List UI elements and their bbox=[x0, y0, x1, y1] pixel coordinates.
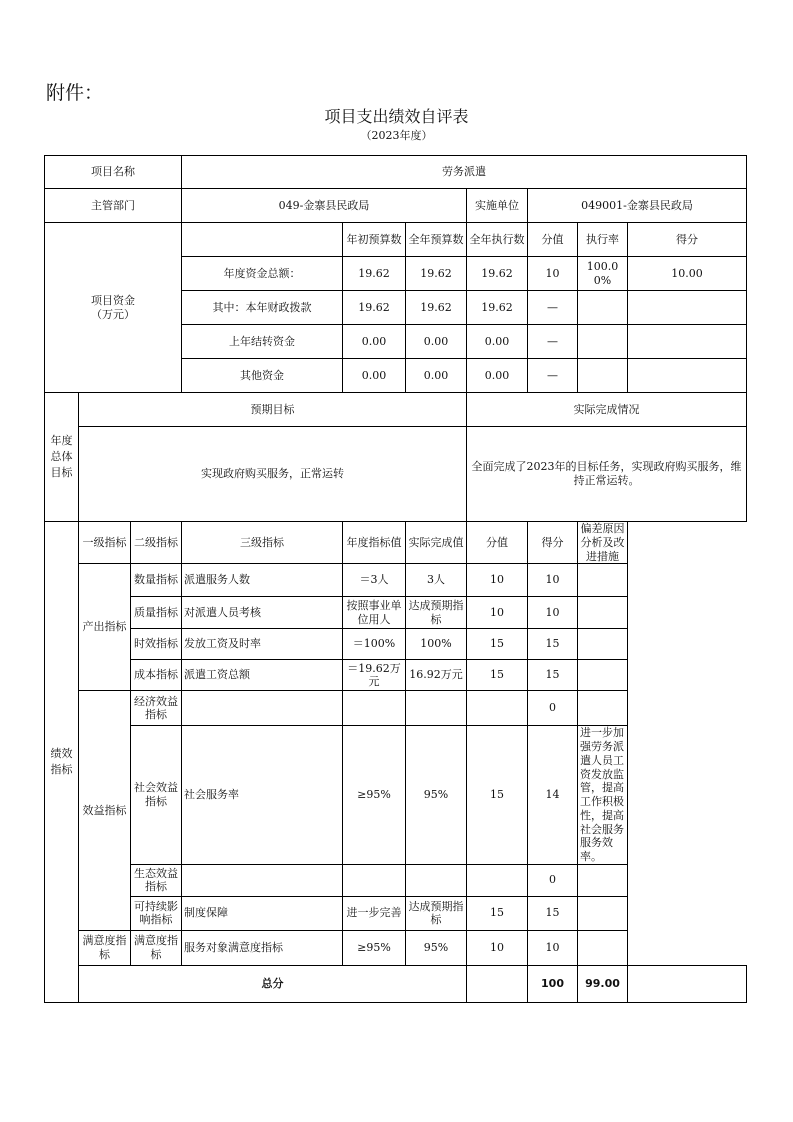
funds-row-exec: 0.00 bbox=[467, 359, 528, 393]
indicator-actual: 达成预期指标 bbox=[406, 597, 467, 629]
indicator-level3: 派遣工资总额 bbox=[182, 660, 343, 691]
year-note: （2023年度） bbox=[360, 129, 433, 142]
funds-row-rate: 100.00% bbox=[578, 257, 628, 291]
impl-unit-label: 实施单位 bbox=[467, 189, 528, 223]
actual-result-text: 全面完成了2023年的目标任务，实现政府购买服务，维持正常运转。 bbox=[467, 427, 747, 522]
funds-row-initial: 19.62 bbox=[343, 257, 406, 291]
funds-row-exec: 19.62 bbox=[467, 291, 528, 325]
indicator-level2: 时效指标 bbox=[131, 629, 182, 660]
indicator-reason bbox=[578, 660, 628, 691]
header-actual: 实际完成值 bbox=[406, 522, 467, 564]
funds-row-full: 0.00 bbox=[406, 325, 467, 359]
header-score: 得分 bbox=[528, 522, 578, 564]
total-label: 总分 bbox=[79, 965, 467, 1002]
indicator-level3: 对派遣人员考核 bbox=[182, 597, 343, 629]
project-name-label: 项目名称 bbox=[45, 156, 182, 189]
expected-goal-header: 预期目标 bbox=[79, 393, 467, 427]
funds-row-full: 0.00 bbox=[406, 359, 467, 393]
indicator-score-value: 10 bbox=[467, 597, 528, 629]
total-score: 99.00 bbox=[578, 965, 628, 1002]
funds-label-line2: （万元） bbox=[91, 307, 135, 321]
funds-row-score-value: — bbox=[528, 291, 578, 325]
funds-row-full: 19.62 bbox=[406, 257, 467, 291]
indicator-actual: 达成预期指标 bbox=[406, 896, 467, 930]
indicator-target bbox=[343, 691, 406, 726]
group-satisfaction-label: 满意度指标 bbox=[79, 930, 131, 965]
funds-row-label: 年度资金总额： bbox=[182, 257, 343, 291]
indicator-reason bbox=[578, 930, 628, 965]
funds-row-exec: 19.62 bbox=[467, 257, 528, 291]
indicator-target: ≥95% bbox=[343, 726, 406, 865]
indicator-score: 10 bbox=[528, 597, 578, 629]
funds-row-score: 10.00 bbox=[628, 257, 747, 291]
indicator-level3: 服务对象满意度指标 bbox=[182, 930, 343, 965]
funds-label-line1: 项目资金 bbox=[91, 293, 135, 307]
indicator-actual bbox=[406, 691, 467, 726]
indicator-level3: 派遣服务人数 bbox=[182, 564, 343, 597]
indicator-target: ＝100% bbox=[343, 629, 406, 660]
header-reason: 偏差原因分析及改进措施 bbox=[578, 522, 628, 564]
indicator-score-value: 15 bbox=[467, 726, 528, 865]
expected-goal-text: 实现政府购买服务，正常运转 bbox=[79, 427, 467, 522]
funds-row-score bbox=[628, 325, 747, 359]
funds-row-exec: 0.00 bbox=[467, 325, 528, 359]
funds-row-rate bbox=[578, 291, 628, 325]
indicator-score-value: 15 bbox=[467, 629, 528, 660]
group-benefit-label: 效益指标 bbox=[79, 691, 131, 931]
funds-row-label: 上年结转资金 bbox=[182, 325, 343, 359]
indicator-score: 0 bbox=[528, 691, 578, 726]
indicator-level3: 社会服务率 bbox=[182, 726, 343, 865]
funds-row-rate bbox=[578, 359, 628, 393]
indicator-target: ＝19.62万元 bbox=[343, 660, 406, 691]
header-score-value: 分值 bbox=[528, 223, 578, 257]
indicator-target bbox=[343, 864, 406, 896]
funds-row-full: 19.62 bbox=[406, 291, 467, 325]
indicator-reason bbox=[578, 629, 628, 660]
indicator-level2: 经济效益指标 bbox=[131, 691, 182, 726]
indicator-actual: 95% bbox=[406, 930, 467, 965]
indicator-reason: 进一步加强劳务派遣人员工资发放监管，提高工作积极性，提高社会服务服务效率。 bbox=[578, 726, 628, 865]
indicator-level2: 成本指标 bbox=[131, 660, 182, 691]
indicator-actual: 95% bbox=[406, 726, 467, 865]
indicator-actual: 3人 bbox=[406, 564, 467, 597]
indicator-score-value bbox=[467, 864, 528, 896]
header-score-value: 分值 bbox=[467, 522, 528, 564]
indicator-score-value: 15 bbox=[467, 896, 528, 930]
indicator-reason bbox=[578, 597, 628, 629]
impl-unit-value: 049001-金寨县民政局 bbox=[528, 189, 747, 223]
funds-row-score bbox=[628, 291, 747, 325]
indicator-level3 bbox=[182, 691, 343, 726]
header-target: 年度指标值 bbox=[343, 522, 406, 564]
header-level3: 三级指标 bbox=[182, 522, 343, 564]
total-actual bbox=[467, 965, 528, 1002]
indicator-actual bbox=[406, 864, 467, 896]
indicator-score: 10 bbox=[528, 930, 578, 965]
indicator-level3 bbox=[182, 864, 343, 896]
indicator-reason bbox=[578, 896, 628, 930]
indicator-score-value bbox=[467, 691, 528, 726]
actual-result-header: 实际完成情况 bbox=[467, 393, 747, 427]
indicator-level2: 可持续影响指标 bbox=[131, 896, 182, 930]
funds-row-score-value: 10 bbox=[528, 257, 578, 291]
funds-row-label: 其他资金 bbox=[182, 359, 343, 393]
indicator-reason bbox=[578, 564, 628, 597]
indicator-actual: 100% bbox=[406, 629, 467, 660]
total-reason bbox=[628, 965, 747, 1002]
dept-label: 主管部门 bbox=[45, 189, 182, 223]
indicator-reason bbox=[578, 864, 628, 896]
header-level1: 一级指标 bbox=[79, 522, 131, 564]
indicator-target: 按照事业单位用人 bbox=[343, 597, 406, 629]
annual-goal-label: 年度总体目标 bbox=[45, 393, 79, 522]
indicator-level3: 发放工资及时率 bbox=[182, 629, 343, 660]
indicator-score: 0 bbox=[528, 864, 578, 896]
group-output-label: 产出指标 bbox=[79, 564, 131, 691]
page-title: 项目支出绩效自评表 bbox=[324, 107, 469, 126]
indicator-score: 14 bbox=[528, 726, 578, 865]
funds-row-initial: 0.00 bbox=[343, 359, 406, 393]
indicator-level2: 社会效益指标 bbox=[131, 726, 182, 865]
funds-row-score bbox=[628, 359, 747, 393]
indicator-target: 进一步完善 bbox=[343, 896, 406, 930]
funds-row-score-value: — bbox=[528, 359, 578, 393]
indicator-target: ≥95% bbox=[343, 930, 406, 965]
header-exec-rate: 执行率 bbox=[578, 223, 628, 257]
indicator-score-value: 10 bbox=[467, 564, 528, 597]
indicator-level3: 制度保障 bbox=[182, 896, 343, 930]
performance-indicator-label: 绩效指标 bbox=[45, 522, 79, 1003]
indicator-score: 15 bbox=[528, 629, 578, 660]
indicator-reason bbox=[578, 691, 628, 726]
evaluation-table bbox=[44, 155, 747, 1003]
dept-value: 049-金寨县民政局 bbox=[182, 189, 467, 223]
total-score-value: 100 bbox=[528, 965, 578, 1002]
indicator-actual: 16.92万元 bbox=[406, 660, 467, 691]
indicator-score-value: 10 bbox=[467, 930, 528, 965]
header-executed: 全年执行数 bbox=[467, 223, 528, 257]
funds-row-label: 其中：本年财政拨款 bbox=[182, 291, 343, 325]
funds-label bbox=[45, 223, 182, 393]
funds-row-initial: 19.62 bbox=[343, 291, 406, 325]
indicator-score: 15 bbox=[528, 896, 578, 930]
header-initial-budget: 年初预算数 bbox=[343, 223, 406, 257]
project-name-value: 劳务派遣 bbox=[182, 156, 747, 189]
indicator-score: 15 bbox=[528, 660, 578, 691]
funds-row-initial: 0.00 bbox=[343, 325, 406, 359]
attachment-label: 附件： bbox=[46, 82, 104, 104]
funds-row-rate bbox=[578, 325, 628, 359]
funds-header-blank bbox=[182, 223, 343, 257]
indicator-level2: 数量指标 bbox=[131, 564, 182, 597]
indicator-target: ＝3人 bbox=[343, 564, 406, 597]
indicator-score-value: 15 bbox=[467, 660, 528, 691]
funds-row-score-value: — bbox=[528, 325, 578, 359]
header-full-budget: 全年预算数 bbox=[406, 223, 467, 257]
indicator-level2: 生态效益指标 bbox=[131, 864, 182, 896]
header-level2: 二级指标 bbox=[131, 522, 182, 564]
indicator-level2: 满意度指标 bbox=[131, 930, 182, 965]
indicator-score: 10 bbox=[528, 564, 578, 597]
header-score: 得分 bbox=[628, 223, 747, 257]
indicator-level2: 质量指标 bbox=[131, 597, 182, 629]
